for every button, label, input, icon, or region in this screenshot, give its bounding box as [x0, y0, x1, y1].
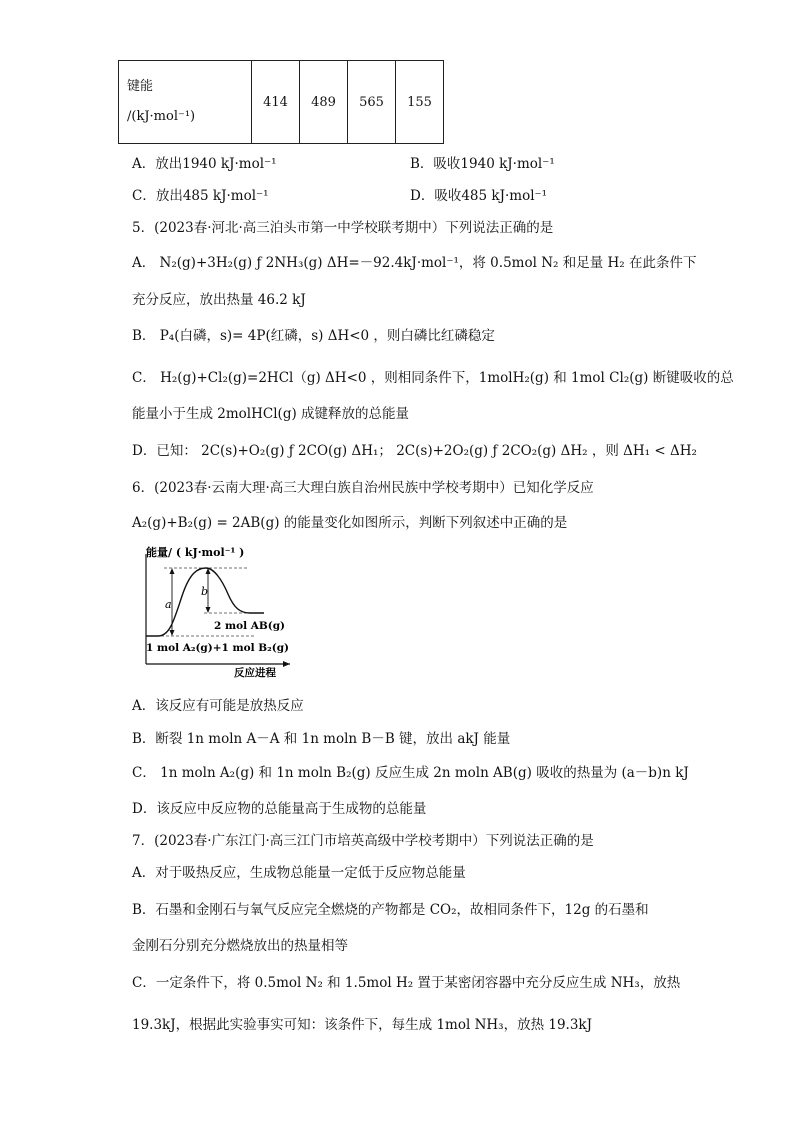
q5-stem: 5．(2023春·河北·高三泊头市第一中学校联考期中）下列说法正确的是 — [132, 220, 554, 236]
q4-option-b: B．吸收1940 kJ·mol⁻¹ — [410, 156, 555, 172]
table-cell: 489 — [300, 61, 348, 144]
table-header-line1: 键能 — [127, 79, 154, 94]
label-a: a — [165, 598, 172, 611]
q7-option-c-line2: 19.3kJ，根据此实验事实可知：该条件下，每生成 1mol NH₃，放热 19.3kJ — [132, 1017, 593, 1033]
reactant-label: 1 mol A₂(g)+1 mol B₂(g) — [146, 642, 290, 654]
q5-option-c-line1: C． H₂(g)+Cl₂(g)=2HCl（g) ΔH<0 ，则相同条件下，1molH₂(g) 和 1mol Cl₂(g) 断键吸收的总 — [132, 370, 734, 386]
energy-diagram — [138, 540, 298, 680]
label-b: b — [201, 585, 209, 598]
q5-option-c-line2: 能量小于生成 2molHCl(g) 成键释放的总能量 — [132, 406, 410, 422]
table-row — [119, 61, 444, 144]
q6-stem-line2: A₂(g)+B₂(g) = 2AB(g) 的能量变化如图所示，判断下列叙述中正确的是 — [132, 515, 568, 531]
q4-option-a: A．放出1940 kJ·mol⁻¹ — [132, 156, 277, 172]
bond-energy-table — [118, 60, 444, 144]
q6-option-b: B．断裂 1n moln A－A 和 1n moln B－B 键，放出 akJ 能量 — [132, 731, 511, 747]
table-cell: 155 — [396, 61, 444, 144]
table-cell: 565 — [348, 61, 396, 144]
q6-stem: 6．(2023春·云南大理·高三大理白族自治州民族中学校考期中）已知化学反应 — [132, 480, 594, 496]
table-cell: 414 — [252, 61, 300, 144]
q7-option-c-line1: C．一定条件下，将 0.5mol N₂ 和 1.5mol H₂ 置于某密闭容器中充分反应生成 NH₃，放热 — [132, 975, 681, 991]
q4-option-d: D．吸收485 kJ·mol⁻¹ — [410, 188, 548, 204]
x-axis-label: 反应进程 — [234, 667, 276, 679]
q6-option-d: D．该反应中反应物的总能量高于生成物的总能量 — [132, 801, 427, 817]
q6-option-a: A．该反应有可能是放热反应 — [132, 698, 304, 714]
q6-option-c: C． 1n moln A₂(g) 和 1n moln B₂(g) 反应生成 2n moln AB(g) 吸收的热量为 (a－b)n kJ — [132, 765, 689, 781]
q5-option-a-line1: A． N₂(g)+3H₂(g) ƒ 2NH₃(g) ΔH=－92.4kJ·mol⁻¹，将 0.5mol N₂ 和足量 H₂ 在此条件下 — [132, 255, 697, 271]
table-header-cell — [119, 61, 252, 144]
table-header-line2: /(kJ·mol⁻¹) — [127, 109, 196, 124]
q7-option-b-line1: B．石墨和金刚石与氧气反应完全燃烧的产物都是 CO₂，故相同条件下，12g 的石墨和 — [132, 902, 649, 918]
y-axis-label: 能量/ ( kJ·mol⁻¹ ) — [146, 546, 245, 559]
q5-option-a-line2: 充分反应，放出热量 46.2 kJ — [132, 292, 306, 308]
q7-stem: 7．(2023春·广东江门·高三江门市培英高级中学校考期中）下列说法正确的是 — [132, 833, 594, 849]
product-label: 2 mol AB(g) — [214, 620, 286, 632]
q4-option-c: C．放出485 kJ·mol⁻¹ — [132, 188, 269, 204]
q5-option-b: B． P₄(白磷，s)= 4P(红磷，s) ΔH<0 ，则白磷比红磷稳定 — [132, 328, 495, 344]
q7-option-b-line2: 金刚石分别充分燃烧放出的热量相等 — [132, 938, 348, 954]
x-axis-arrow — [283, 661, 290, 667]
q5-option-d: D．已知： 2C(s)+O₂(g) ƒ 2CO(g) ΔH₁； 2C(s)+2O₂(g) ƒ 2CO₂(g) ΔH₂ ，则 ΔH₁ < ΔH₂ — [132, 443, 697, 459]
q7-option-a: A．对于吸热反应，生成物总能量一定低于反应物总能量 — [132, 865, 466, 881]
